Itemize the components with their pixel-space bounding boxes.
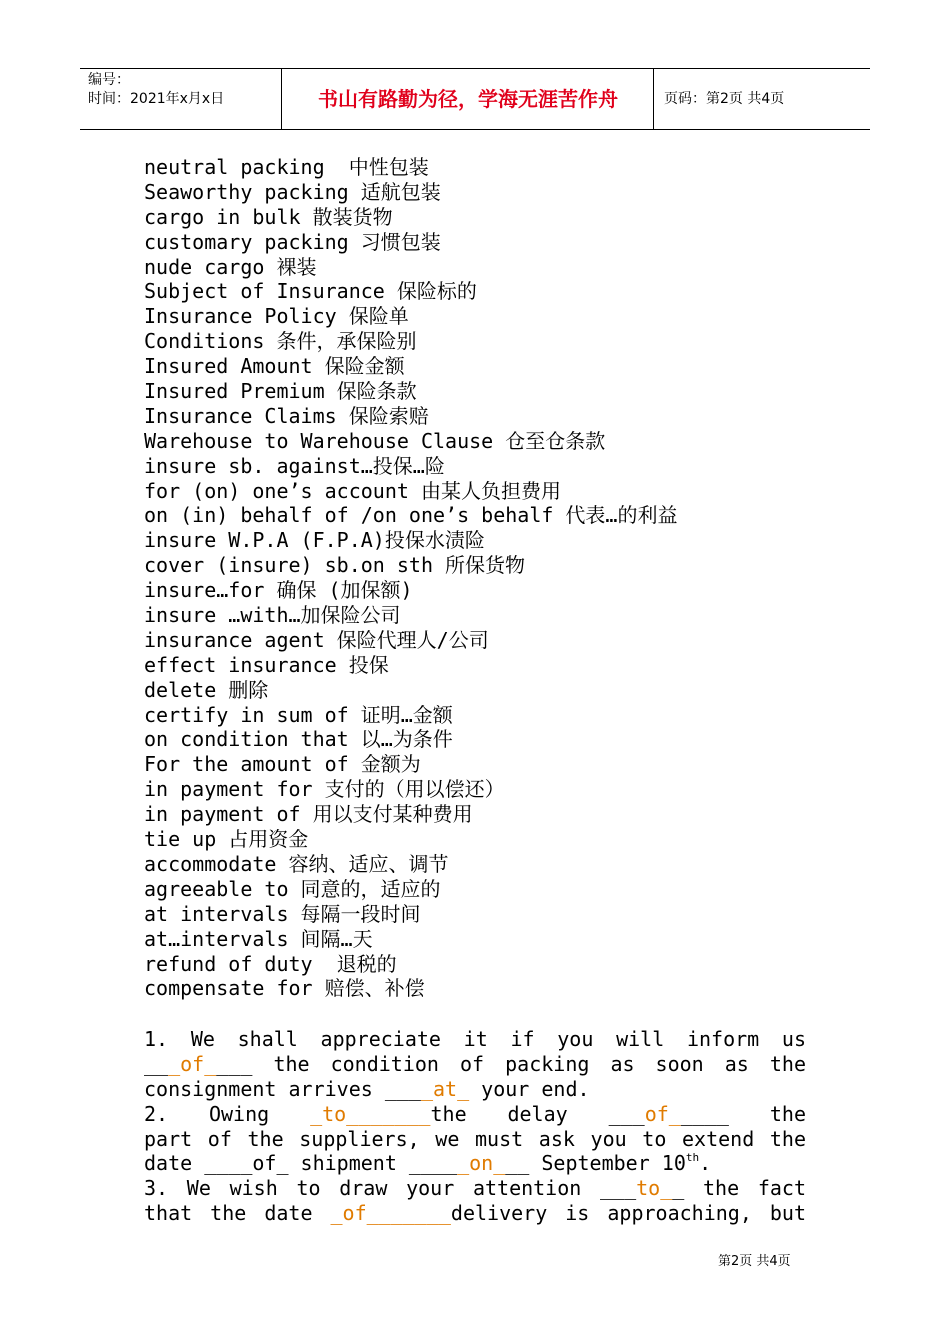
vocab-item: in payment of 用以支付某种费用	[144, 802, 473, 827]
exercise-line	[144, 1027, 806, 1052]
answer-text: _of_	[168, 1051, 217, 1076]
vocab-item: cover (insure) sb.on sth 所保货物	[144, 553, 526, 578]
ordinal-suffix: th	[685, 1151, 700, 1165]
question-text: the	[769, 1101, 806, 1126]
question-text: We wish to draw your attention ___to__ the fact	[186, 1176, 806, 1201]
vocab-item: agreeable to 同意的，适应的	[144, 876, 441, 901]
vocab-item: effect insurance 投保	[144, 652, 389, 677]
question-text: the condition of packing as soon as the	[273, 1051, 806, 1076]
time-label: 时间：2021年x月x日	[88, 91, 225, 107]
page-footer: 第2页 共4页	[718, 1254, 791, 1269]
vocab-item: For the amount of 金额为	[144, 752, 421, 777]
vocab-item: on condition that 以…为条件	[144, 727, 453, 752]
vocab-item: Insurance Claims 保险索赔	[144, 403, 429, 428]
vocab-item: insurance agent 保险代理人/公司	[144, 627, 489, 652]
vocab-item: cargo in bulk 散装货物	[144, 204, 393, 229]
vocab-item: Warehouse to Warehouse Clause 仓至仓条款	[144, 428, 606, 453]
answer-blank: _to_______the delay	[310, 1101, 568, 1126]
vocab-item: delete 删除	[144, 677, 269, 702]
exercise-line	[144, 1052, 806, 1077]
vocab-item: Insured Premium 保险条款	[144, 379, 417, 404]
answer-text: _on_	[457, 1151, 506, 1176]
vocab-item: in payment for 支付的（用以偿还）	[144, 777, 505, 802]
exercise-line	[144, 1102, 806, 1127]
vocabulary-list	[144, 155, 824, 1001]
question-text: that the date _of_______delivery is approaching, but	[144, 1201, 806, 1226]
header-motto: 书山有路勤为径，学海无涯苦作舟	[281, 69, 654, 129]
vocab-item: Insurance Policy 保险单	[144, 304, 409, 329]
answer-text: of_	[644, 1101, 681, 1126]
vocab-item: accommodate 容纳、适应、调节	[144, 851, 449, 876]
question-number: 2.	[144, 1101, 169, 1126]
question-text: consignment arrives ___	[144, 1076, 421, 1101]
vocab-item: insure…for 确保 (加保额)	[144, 578, 413, 603]
answer-blank: ___of____	[144, 1051, 253, 1076]
vocab-item: insure sb. against…投保…险	[144, 453, 445, 478]
exercise-line	[144, 1201, 806, 1226]
exercise-section	[144, 1027, 806, 1226]
exercise-line	[144, 1127, 806, 1152]
header-meta	[88, 69, 283, 131]
vocab-item: nude cargo 裸装	[144, 254, 317, 279]
question-number: 3.	[144, 1176, 169, 1201]
vocab-item: tie up 占用资金	[144, 827, 309, 852]
answer-text: _at_	[420, 1076, 470, 1101]
answer-text: to_	[636, 1176, 673, 1201]
question-text: __ September 10	[505, 1151, 686, 1176]
exercise-line: date ____of_ shipment _____on___ September 10th.	[144, 1151, 712, 1176]
vocab-item: insure W.P.A (F.P.A)投保水渍险	[144, 528, 485, 553]
question-text: your end.	[469, 1076, 590, 1101]
vocab-item: Seaworthy packing 适航包装	[144, 179, 441, 204]
vocab-item: compensate for 赔偿、补偿	[144, 976, 425, 1001]
vocab-item: for (on) one’s account 由某人负担费用	[144, 478, 561, 503]
question-text: date ____of_ shipment ____	[144, 1151, 458, 1176]
id-label: 编号：	[88, 72, 130, 88]
question-text: part of the suppliers, we must ask you to extend the	[144, 1126, 806, 1151]
question-number: 1.	[144, 1027, 169, 1051]
vocab-item: certify in sum of 证明…金额	[144, 702, 453, 727]
question-text: We shall appreciate it if you will inform us	[190, 1027, 806, 1051]
answer-text: _of_______	[330, 1201, 451, 1226]
vocab-item: Conditions 条件，承保险别	[144, 329, 417, 354]
question-text: Owing	[208, 1101, 270, 1126]
header-page-label: 页码：第2页 共4页	[653, 69, 870, 129]
page-header	[80, 68, 870, 130]
vocab-item: at intervals 每隔一段时间	[144, 901, 421, 926]
vocab-item: customary packing 习惯包装	[144, 229, 441, 254]
exercise-line	[144, 1176, 806, 1201]
vocab-item: Subject of Insurance 保险标的	[144, 279, 477, 304]
vocab-item: at…intervals 间隔…天	[144, 926, 373, 951]
exercise-line	[144, 1077, 806, 1102]
answer-text: _to_______	[310, 1101, 431, 1126]
vocab-item: neutral packing 中性包装	[144, 155, 429, 179]
answer-blank: ___of_____	[608, 1101, 729, 1126]
vocab-item: on (in) behalf of /on one’s behalf 代表…的利益	[144, 503, 678, 528]
vocab-item: insure …with…加保险公司	[144, 603, 401, 628]
vocab-item: refund of duty 退税的	[144, 951, 397, 976]
vocab-item: Insured Amount 保险金额	[144, 354, 405, 379]
